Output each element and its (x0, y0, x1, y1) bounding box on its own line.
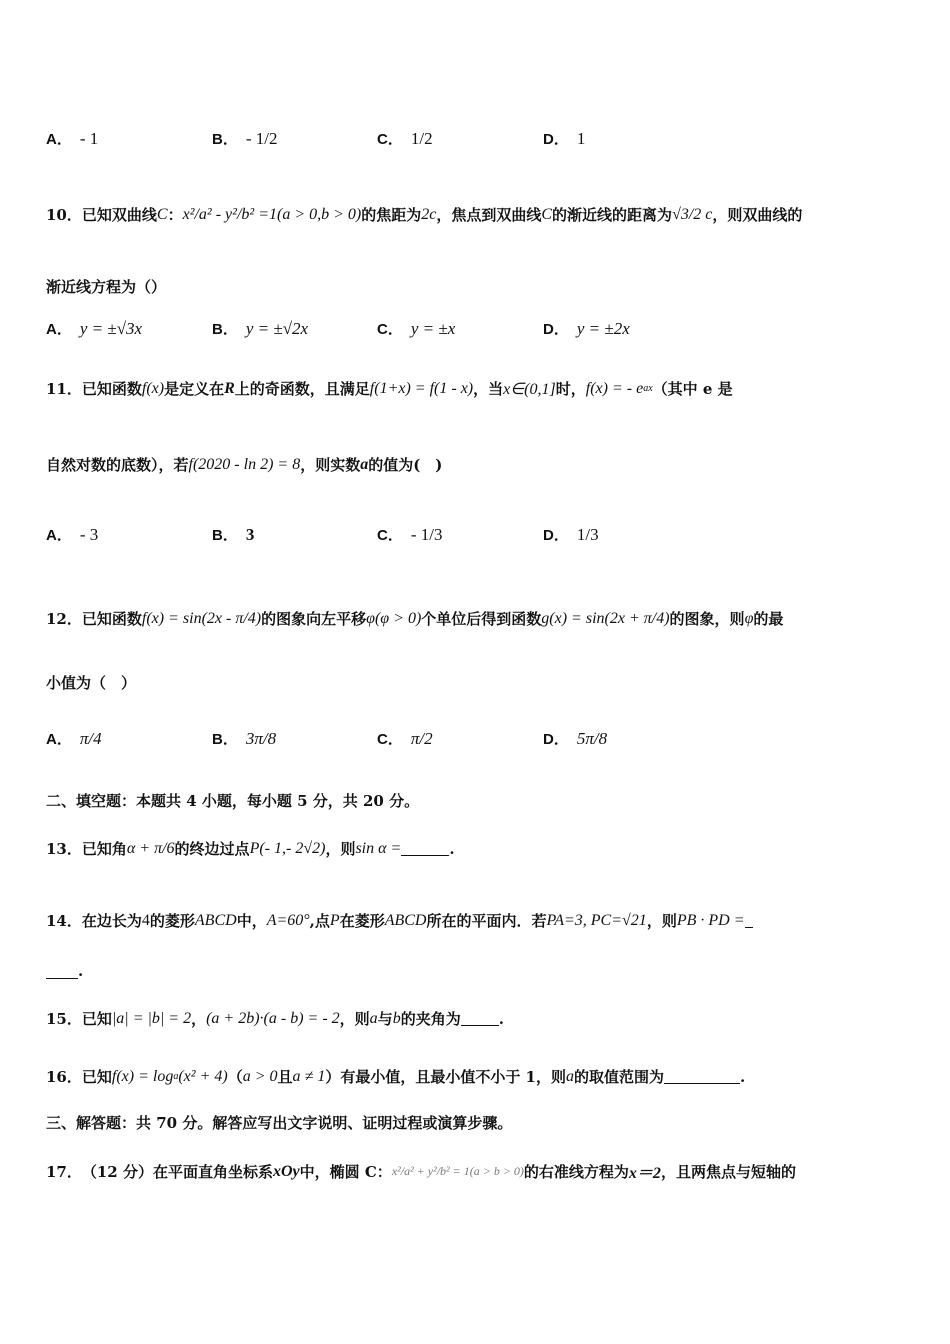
q11-definition: f(x) = - e (585, 379, 644, 397)
q13-point: P(- 1,- 2√2) (249, 839, 326, 857)
option-value: y = ±√2x (245, 318, 309, 338)
q16-log-base: a (173, 1071, 179, 1082)
q17-directrix: x＝2 (628, 1165, 661, 1182)
option-value: 1/2 (410, 128, 433, 148)
q10-text: ，焦点到双曲线 (436, 206, 542, 224)
q14-angle: A=60° (266, 911, 310, 929)
q13-ask: sin α = (355, 839, 402, 857)
question-number: 14． (46, 912, 82, 930)
q11-text: 的值为( ) (368, 456, 443, 474)
q16-text: 的取值范围为 (573, 1068, 664, 1086)
q10-hyperbola-equation: x²/a² - y²/b² =1(a > 0,b > 0) (182, 205, 362, 223)
q10-stem-line1 (46, 204, 910, 225)
q13-period: . (449, 839, 455, 858)
question-number: 17． (46, 1163, 82, 1181)
option-value: 1 (576, 128, 586, 148)
q15-text: ，则 (339, 1010, 370, 1028)
question-number: 15． (46, 1010, 82, 1028)
q12-stem-line1 (46, 608, 910, 629)
q13-text: ，则 (325, 840, 356, 858)
q16-condition-2: a ≠ 1 (292, 1067, 326, 1085)
q11-function: f(x) (141, 379, 165, 397)
answer-blank[interactable] (401, 841, 449, 856)
q15-vector-a: a (369, 1009, 378, 1027)
q16-stem (46, 1066, 910, 1087)
q12-option-c[interactable] (377, 728, 433, 749)
q11-given-value: f(2020 - ln 2) = 8 (188, 455, 301, 473)
q12-function-f: f(x) = sin(2x - π/4) (141, 609, 262, 627)
q11-text: 自然对数的底数），若 (46, 456, 189, 474)
q11-condition: f(1+x) = f(1 - x) (369, 379, 474, 397)
q10-option-b[interactable] (212, 318, 308, 339)
q15-condition-2: (a + 2b)·(a - b) = - 2 (206, 1009, 340, 1027)
q11-exponent: ax (643, 383, 653, 394)
q10-focal-length: 2c (421, 205, 437, 223)
q10-text: 的渐近线的距离为 (552, 206, 673, 224)
option-value: π/2 (410, 728, 433, 748)
q14-point: P (329, 911, 340, 929)
q15-separator: ， (191, 1010, 207, 1028)
option-value: - 1/2 (245, 128, 278, 148)
q14-side: 4 (141, 911, 150, 929)
q10-text: 已知双曲线 (81, 206, 157, 224)
q15-text: 已知 (81, 1010, 112, 1028)
question-number: 12． (46, 610, 82, 628)
q15-text: 与 (377, 1010, 393, 1028)
q11-stem-line2 (46, 454, 910, 475)
q14-shape: ABCD (384, 911, 427, 929)
q15-period: . (498, 1009, 504, 1028)
option-label: D． (543, 131, 569, 148)
option-label: C． (377, 321, 403, 338)
q14-text: ,点 (309, 912, 330, 930)
q13-angle: α + π/6 (126, 839, 175, 857)
q9-option-c[interactable] (377, 128, 433, 149)
q10-distance: √3/2 c (672, 205, 713, 223)
q10-text: 的焦距为 (361, 206, 422, 224)
option-label: B． (212, 527, 238, 544)
answer-blank[interactable] (664, 1069, 740, 1084)
q17-stem (46, 1160, 910, 1183)
option-value: 5π/8 (576, 728, 608, 748)
q11-text: （其中 e 是 (652, 380, 733, 398)
q10-option-d[interactable] (543, 318, 630, 339)
q12-stem-line2 (46, 672, 910, 693)
option-label: B． (212, 131, 238, 148)
q16-text: （ (227, 1068, 243, 1086)
q11-option-d[interactable] (543, 524, 599, 545)
option-label: B． (212, 321, 238, 338)
option-label: A． (46, 321, 72, 338)
q16-text: 已知 (81, 1068, 112, 1086)
q10-curve-name: C (156, 205, 168, 223)
option-label: A． (46, 131, 72, 148)
section-heading-solutions: 三、解答题：共 70 分。解答应写出文字说明、证明过程或演算步骤。 (46, 1114, 513, 1132)
q11-text: 时， (555, 380, 586, 398)
q16-log-argument: (x² + 4) (178, 1067, 228, 1085)
question-number: 13． (46, 840, 82, 858)
question-number: 11． (46, 380, 82, 398)
q15-stem (46, 1008, 910, 1029)
q11-text: 是定义在 (164, 380, 225, 398)
q12-option-a[interactable] (46, 728, 102, 749)
option-label: A． (46, 527, 72, 544)
q17-text: 中，椭圆 C： (299, 1163, 392, 1181)
option-value: - 1 (79, 128, 99, 148)
q12-text: 小值为（ ） (46, 674, 137, 692)
q17-coordinate-system: xOy (272, 1162, 300, 1180)
q11-interval: x∈(0,1] (503, 380, 556, 398)
q10-text: 渐近线方程为（） (46, 278, 167, 296)
option-label: D． (543, 731, 569, 748)
q14-stem-line1 (46, 910, 910, 931)
q10-curve-name: C (541, 205, 553, 223)
option-label: C． (377, 527, 403, 544)
q11-text: 已知函数 (81, 380, 142, 398)
q16-text: 且 (277, 1068, 293, 1086)
option-value: 3 (245, 524, 255, 544)
q14-ask: PB · PD = (676, 911, 745, 929)
option-label: A． (46, 731, 72, 748)
q11-text: ，当 (473, 380, 504, 398)
option-label: C． (377, 131, 403, 148)
option-value: - 3 (79, 524, 99, 544)
option-label: C． (377, 731, 403, 748)
q16-function: f(x) = log (111, 1067, 174, 1085)
q11-text: 上的奇函数，且满足 (234, 380, 370, 398)
q10-colon: ： (167, 206, 183, 224)
option-value: 3π/8 (245, 728, 277, 748)
q11-variable: a (360, 455, 369, 473)
q16-text: ）有最小值，且最小值不小于 1，则 (325, 1068, 566, 1086)
option-value: - 1/3 (410, 524, 443, 544)
q12-function-g: g(x) = sin(2x + π/4) (541, 609, 670, 627)
question-number: 10． (46, 206, 82, 224)
q17-text: 的右准线方程为 (523, 1163, 629, 1181)
q14-text: 所在的平面内．若 (426, 912, 547, 930)
q15-vector-b: b (392, 1009, 401, 1027)
q15-condition-1: |a| = |b| = 2 (111, 1009, 192, 1027)
option-value: y = ±√3x (79, 318, 143, 338)
q14-shape: ABCD (194, 911, 237, 929)
answer-blank[interactable] (461, 1011, 499, 1026)
q13-text: 已知角 (81, 840, 127, 858)
q10-option-a[interactable] (46, 318, 142, 339)
q15-text: 的夹角为 (400, 1010, 461, 1028)
option-label: D． (543, 527, 569, 544)
q14-stem-line2 (46, 962, 910, 980)
q11-real-set: R (224, 379, 235, 397)
q14-text: 在菱形 (339, 912, 385, 930)
answer-blank[interactable] (46, 964, 78, 979)
q11-stem-line1 (46, 378, 910, 399)
q12-text: 的图象，则 (669, 610, 745, 628)
q11-option-a[interactable] (46, 524, 98, 545)
q14-text: 在边长为 (81, 912, 142, 930)
q9-option-a[interactable] (46, 128, 98, 149)
q11-option-b[interactable] (212, 524, 254, 545)
q11-option-c[interactable] (377, 524, 442, 545)
option-value: π/4 (79, 728, 102, 748)
answer-blank[interactable] (745, 913, 753, 928)
q17-text: （12 分）在平面直角坐标系 (81, 1163, 273, 1181)
q12-option-b[interactable] (212, 728, 276, 749)
q9-option-b[interactable] (212, 128, 277, 149)
option-value: y = ±2x (576, 318, 630, 338)
q14-text: ，则 (646, 912, 677, 930)
q17-ellipse-equation: x²/a² + y²/b² = 1(a > b > 0) (391, 1164, 524, 1178)
q17-text: ，且两焦点与短轴的 (660, 1163, 796, 1181)
q10-stem-line2 (46, 276, 910, 297)
q13-text: 的终边过点 (174, 840, 250, 858)
q12-phi: φ (744, 609, 754, 627)
q14-text: 的菱形 (149, 912, 195, 930)
q12-text: 个单位后得到函数 (421, 610, 542, 628)
section-heading-fill-in: 二、填空题：本题共 4 小题，每小题 5 分，共 20 分。 (46, 792, 420, 810)
q14-condition: PA=3, PC=√21 (546, 911, 647, 929)
option-label: D． (543, 321, 569, 338)
q12-text: 的最 (753, 610, 784, 628)
q12-text: 的图象向左平移 (261, 610, 367, 628)
q11-text: ，则实数 (300, 456, 361, 474)
q12-shift: φ(φ > 0) (366, 609, 422, 627)
q12-text: 已知函数 (81, 610, 142, 628)
q13-stem (46, 838, 910, 859)
q16-condition-1: a > 0 (242, 1067, 278, 1085)
option-value: y = ±x (410, 318, 456, 338)
q12-option-d[interactable] (543, 728, 607, 749)
q10-text: ，则双曲线的 (712, 206, 803, 224)
q10-option-c[interactable] (377, 318, 455, 339)
q9-option-d[interactable] (543, 128, 585, 149)
option-value: 1/3 (576, 524, 599, 544)
question-number: 16． (46, 1068, 82, 1086)
q14-period: . (78, 962, 84, 980)
q14-text: 中， (236, 912, 267, 930)
option-label: B． (212, 731, 238, 748)
q16-period: . (740, 1067, 746, 1086)
q16-variable: a (565, 1067, 574, 1085)
